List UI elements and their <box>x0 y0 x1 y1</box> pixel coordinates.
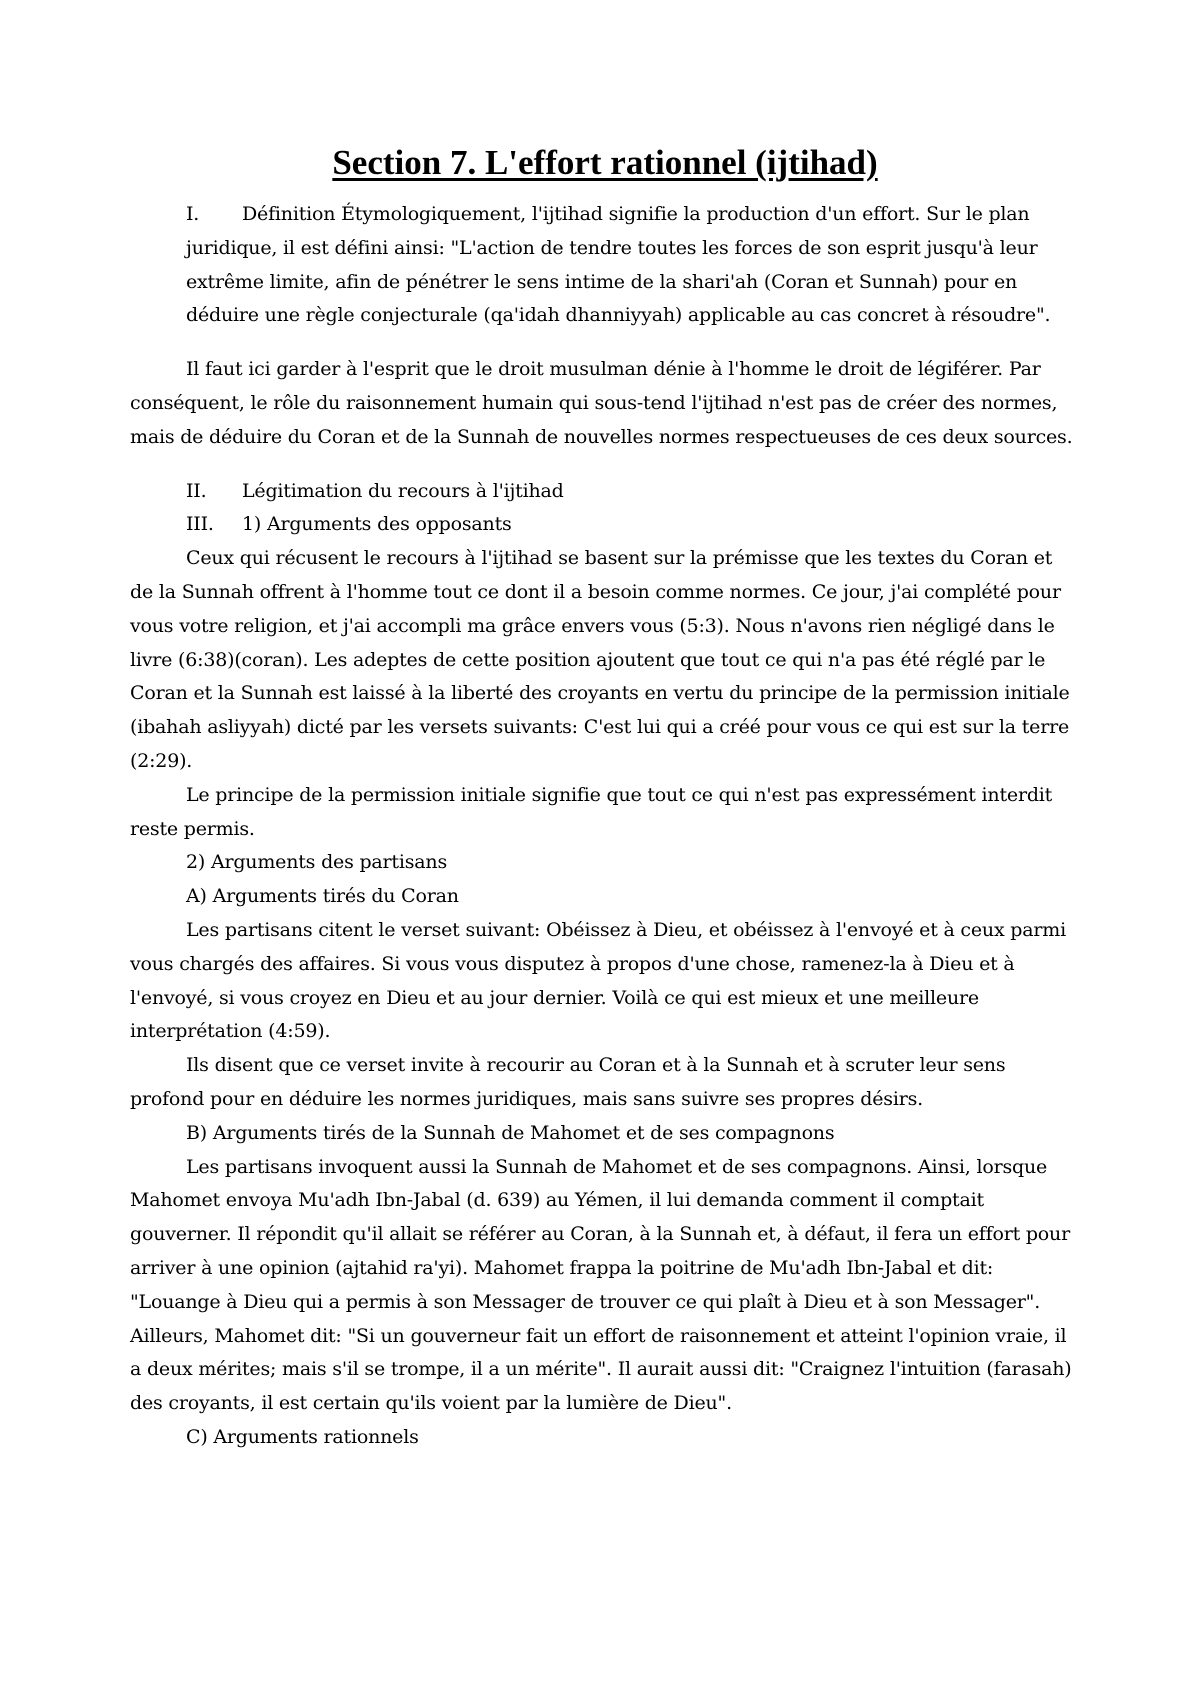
item-number: II. <box>186 479 207 502</box>
subheading: 2) Arguments des partisans <box>186 851 448 874</box>
paragraph: Ceux qui récusent le recours à l'ijtihad se basent sur la prémisse que les textes du Coran et de la Sunnah offrent à l'homme tout ce dont il a besoin comme normes. Ce jour, j'ai complété pour vous votre religion, et j'ai accompli ma grâce envers vous (5:3). Nous n'avons rien négligé dans le livre (6:38)(coran). Les adeptes de cette position ajoutent que tout ce qui n'a pas été réglé par le Coran et la Sunnah est laissé à la liberté des croyants en vertu du principe de la permission initiale (ibahah asliyyah) dicté par les versets suivants: C'est lui qui a créé pour vous ce qui est sur la terre (2:29). <box>130 547 1070 772</box>
item-number: I. <box>186 203 200 225</box>
paragraph: Le principe de la permission initiale signifie que tout ce qui n'est pas expressément interdit reste permis. <box>130 783 1053 840</box>
paragraph: Il faut ici garder à l'esprit que le droit musulman dénie à l'homme le droit de légiférer. Par conséquent, le rôle du raisonnement humain qui sous-tend l'ijtihad n'est pas de créer des normes, mais de déduire du Coran et de la Sunnah de nouvelles normes respectueuses de ces deux sources. <box>130 358 1073 448</box>
subheading: C) Arguments rationnels <box>186 1425 419 1448</box>
item-text: 1) Arguments des opposants <box>242 513 512 536</box>
subheading: A) Arguments tirés du Coran <box>186 885 459 908</box>
paragraph: Les partisans invoquent aussi la Sunnah de Mahomet et de ses compagnons. Ainsi, lorsque Mahomet envoya Mu'adh Ibn-Jabal (d. 639) au Yémen, il lui demanda comment il comptait gouverner. Il répondit qu'il allait se référer au Coran, à la Sunnah et, à défaut, il fera un effort pour arriver à une opinion (ajtahid ra'yi). Mahomet frappa la poitrine de Mu'adh Ibn-Jabal et dit: "Louange à Dieu qui a permis à son Messager de trouver ce qui plaît à Dieu et à son Messager". Ailleurs, Mahomet dit: "Si un gouverneur fait un effort de raisonnement et atteint l'opinion vraie, il a deux mérites; mais s'il se trompe, il a un mérite". Il aurait aussi dit: "Craignez l'intuition (farasah) des croyants, il est certain qu'ils voient par la lumière de Dieu". <box>130 1155 1072 1415</box>
document-page <box>130 140 1080 1455</box>
item-text: Légitimation du recours à l'ijtihad <box>242 479 564 502</box>
paragraph: Les partisans citent le verset suivant: Obéissez à Dieu, et obéissez à l'envoyé et à ceux parmi vous chargés des affaires. Si vous vous disputez à propos d'une chose, ramenez-la à Dieu et à l'envoyé, si vous croyez en Dieu et au jour dernier. Voilà ce qui est mieux et une meilleure interprétation (4:59). <box>130 918 1066 1043</box>
subheading: B) Arguments tirés de la Sunnah de Mahomet et de ses compagnons <box>186 1121 835 1144</box>
numbered-item-legitimation <box>130 475 1080 509</box>
numbered-item-opposants <box>130 508 1080 542</box>
item-number: III. <box>186 513 214 536</box>
item-text: Définition Étymologiquement, l'ijtihad signifie la production d'un effort. Sur le plan juridique, il est défini ainsi: "L'action de tendre toutes les forces de son esprit jusqu'à leur extrême limite, afin de pénétrer le sens intime de la shari'ah (Coran et Sunnah) pour en déduire une règle conjecturale (qa'idah dhanniyyah) applicable au cas concret à résoudre". <box>186 203 1051 327</box>
section-title: Section 7. L'effort rationnel (ijtihad) <box>332 143 878 182</box>
paragraph: Ils disent que ce verset invite à recourir au Coran et à la Sunnah et à scruter leur sens profond pour en déduire les normes juridiques, mais sans suivre ses propres désirs. <box>130 1054 1006 1110</box>
numbered-item-definition <box>130 198 1080 333</box>
